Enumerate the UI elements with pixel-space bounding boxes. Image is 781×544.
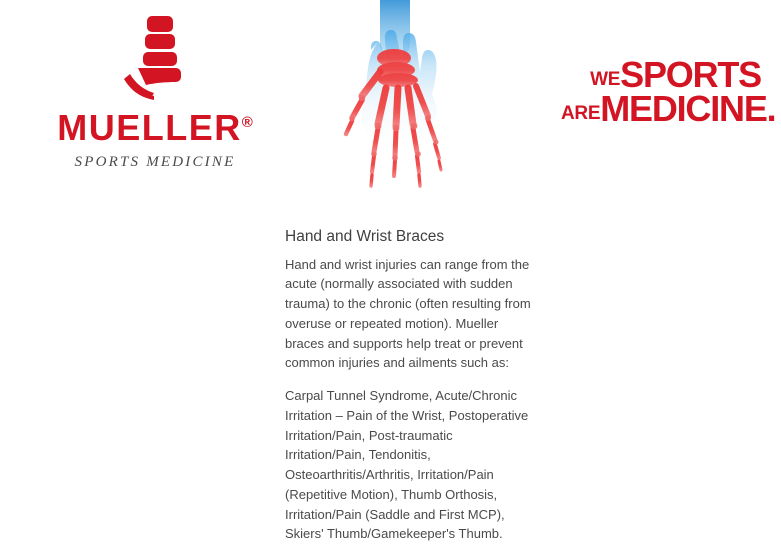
campaign-are: ARE	[561, 103, 601, 125]
campaign-tagline-line2	[561, 88, 777, 130]
hand-xray-illustration	[318, 0, 478, 200]
mueller-logo	[40, 14, 270, 184]
article-content	[285, 228, 535, 544]
article-paragraph-1: Hand and wrist injuries can range from the acute (normally associated with sudden trauma) to the chronic (often resulting from overuse or repeated motion). Mueller braces and supports help treat or prevent common injuries and ailments such as:	[285, 256, 531, 371]
campaign-medicine: MEDICINE	[600, 88, 767, 130]
campaign-period: .	[766, 88, 777, 130]
campaign-tagline	[561, 54, 777, 130]
page-title: Hand and Wrist Braces	[285, 228, 445, 245]
article-paragraph-2: Carpal Tunnel Syndrome, Acute/Chronic Irritation – Pain of the Wrist, Postoperative Irritation/Pain, Post-traumatic Irritation/Pain, Tendonitis, Osteoarthritis/Arthritis, Irritation/Pain (Repetitive Motion), Thumb Orthosis, Irritation/Pain (Saddle and First MCP), Skiers' Thumb/Gamekeeper's Thumb.	[285, 388, 529, 542]
campaign-we: WE	[590, 69, 621, 90]
wrapped-foot-ankle-icon	[122, 14, 192, 100]
registered-mark: ®	[241, 114, 253, 131]
campaign-tagline-line1	[561, 54, 761, 95]
campaign-sports: SPORTS	[620, 54, 761, 95]
brand-name: MUELLER	[57, 107, 242, 148]
header-band	[0, 0, 781, 210]
brand-tagline: SPORTS MEDICINE	[74, 154, 236, 170]
brand-wordmark	[40, 107, 270, 148]
